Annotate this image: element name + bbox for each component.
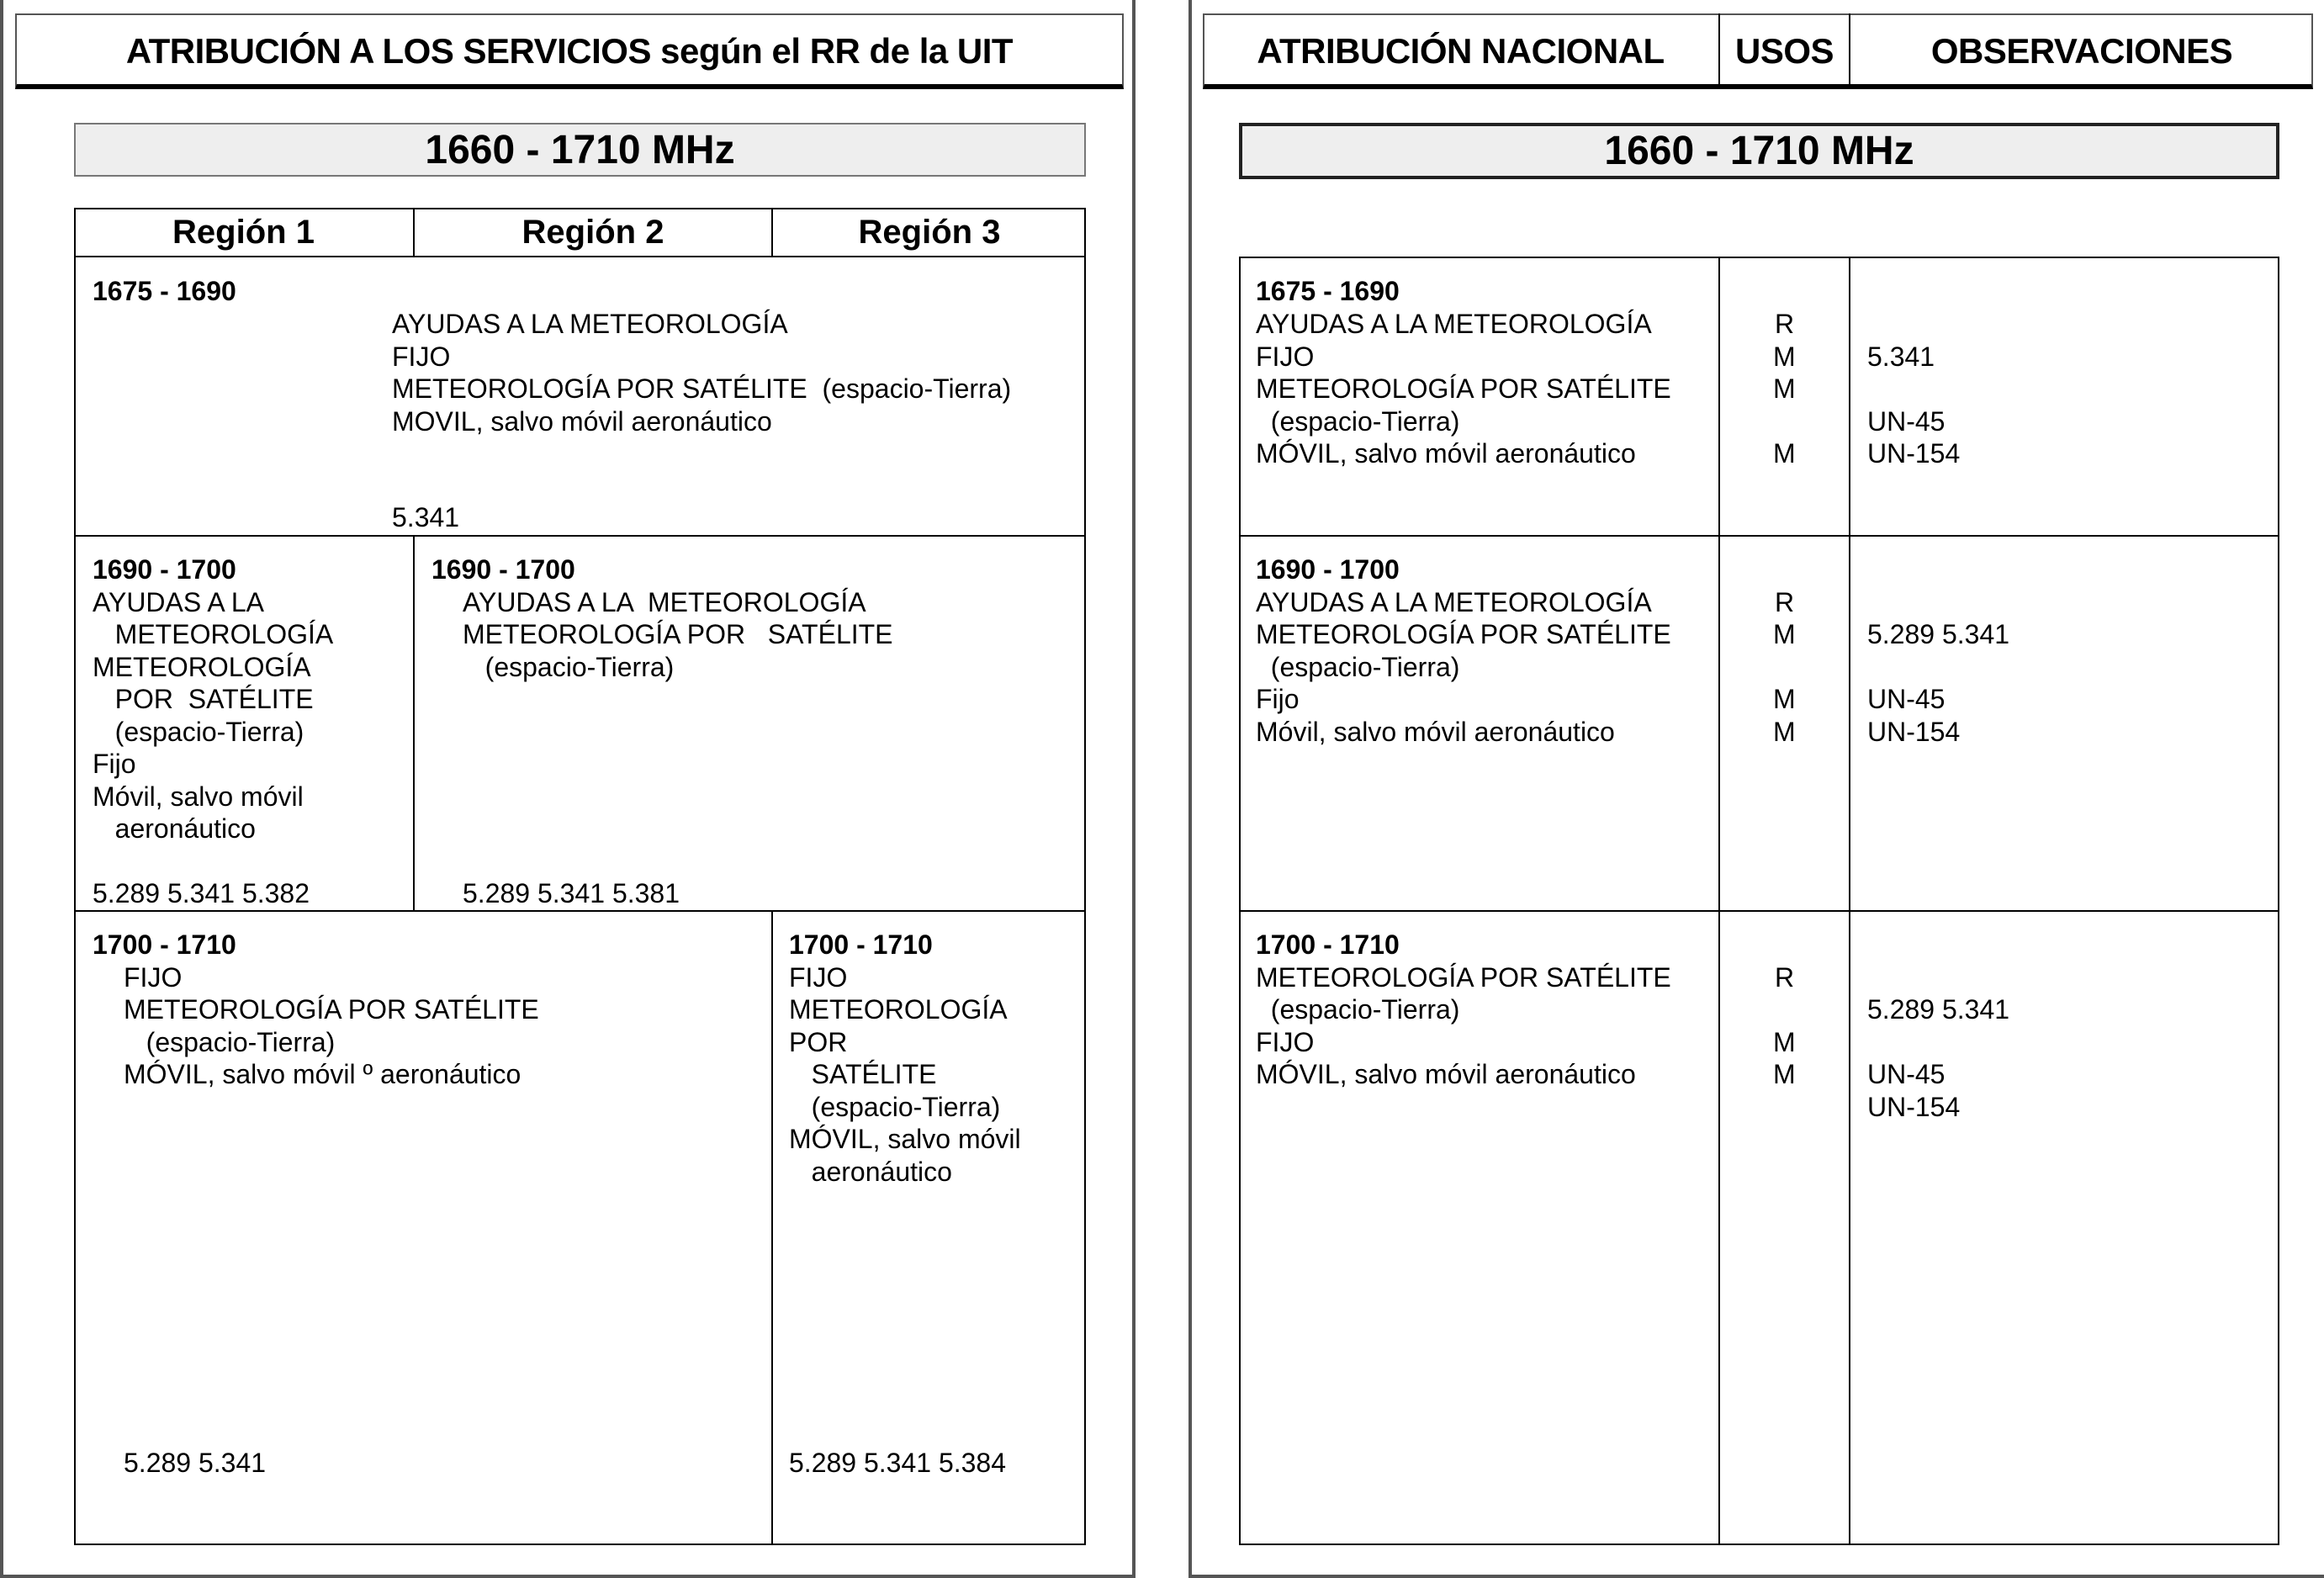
- right-band-title: 1660 - 1710 MHz: [1239, 123, 2279, 179]
- b3r3-service: METEOROLOGÍA: [789, 994, 1008, 1025]
- b3r12-footnote: 5.289 5.341: [124, 1448, 267, 1478]
- b3r12-service: (espacio-Tierra): [124, 1027, 336, 1057]
- nat-row2-uso: R: [1775, 587, 1795, 617]
- nat-row2-obs: UN-45: [1867, 684, 1945, 714]
- nat-row1-obs: UN-154: [1867, 438, 1961, 469]
- b2r1-range: 1690 - 1700: [93, 554, 236, 585]
- nat-row2-uso: M: [1773, 717, 1796, 747]
- b1-range: 1675 - 1690: [93, 276, 236, 306]
- nat-row3-service: METEOROLOGÍA POR SATÉLITE: [1256, 962, 1671, 993]
- b2r23-service: (espacio-Tierra): [463, 652, 675, 682]
- b3r3-range: 1700 - 1710: [789, 929, 933, 960]
- nat-row2-uso: M: [1773, 684, 1796, 714]
- nat-row1-service: MÓVIL, salvo móvil aeronáutico: [1256, 438, 1636, 469]
- nat-row3-uso: M: [1773, 1027, 1796, 1057]
- b2r23-service: AYUDAS A LA METEOROLOGÍA: [463, 587, 866, 617]
- b1-service: AYUDAS A LA METEOROLOGÍA: [392, 309, 788, 339]
- nat-row2-obs: 5.289 5.341: [1867, 619, 2010, 649]
- b2r23-range: 1690 - 1700: [431, 554, 575, 585]
- nat-row1-service: FIJO: [1256, 342, 1315, 372]
- header-observaciones: OBSERVACIONES: [1930, 31, 2233, 71]
- nat-row2-service: (espacio-Tierra): [1256, 652, 1460, 682]
- nat-row1-uso: M: [1773, 438, 1796, 469]
- b2r23-service: METEOROLOGÍA POR SATÉLITE: [463, 619, 893, 649]
- b2r1-service: METEOROLOGÍA: [93, 619, 334, 649]
- nat-row2-service: AYUDAS A LA METEOROLOGÍA: [1256, 587, 1652, 617]
- b3r12-range: 1700 - 1710: [93, 929, 236, 960]
- b3r3-service: SATÉLITE: [789, 1059, 937, 1089]
- nat-row2-range: 1690 - 1700: [1256, 554, 1400, 585]
- b3r3-service: POR: [789, 1027, 848, 1057]
- nat-row3-service: MÓVIL, salvo móvil aeronáutico: [1256, 1059, 1636, 1089]
- nat-row2-obs: UN-154: [1867, 717, 1961, 747]
- nat-row2-uso: M: [1773, 619, 1796, 649]
- nat-row1-uso: M: [1773, 373, 1796, 404]
- b2r1-service: Fijo: [93, 749, 136, 779]
- b1-service: FIJO: [392, 342, 451, 372]
- nat-row1-obs: 5.341: [1867, 342, 1935, 372]
- nat-row3-obs: 5.289 5.341: [1867, 994, 2010, 1025]
- b2r23-footnote: 5.289 5.341 5.381: [463, 878, 680, 908]
- b3r3-footnote: 5.289 5.341 5.384: [789, 1448, 1007, 1478]
- b2r1-service: (espacio-Tierra): [93, 717, 304, 747]
- b3r12-service: METEOROLOGÍA POR SATÉLITE: [124, 994, 539, 1025]
- nat-row2-service: Fijo: [1256, 684, 1300, 714]
- nat-row1-service: AYUDAS A LA METEOROLOGÍA: [1256, 309, 1652, 339]
- b2r1-service: AYUDAS A LA: [93, 587, 264, 617]
- b1-service: METEOROLOGÍA POR SATÉLITE (espacio-Tierra): [392, 373, 1012, 404]
- nat-row3-obs: UN-45: [1867, 1059, 1945, 1089]
- b3r12-service: FIJO: [124, 962, 183, 993]
- b3r12-service: MÓVIL, salvo móvil º aeronáutico: [124, 1059, 521, 1089]
- left-header-title: ATRIBUCIÓN A LOS SERVICIOS según el RR de la UIT: [125, 31, 1014, 71]
- nat-row3-obs: UN-154: [1867, 1092, 1961, 1122]
- nat-row1-range: 1675 - 1690: [1256, 276, 1400, 306]
- nat-row3-uso: M: [1773, 1059, 1796, 1089]
- b1-service: MOVIL, salvo móvil aeronáutico: [392, 406, 772, 437]
- nat-row1-service: (espacio-Tierra): [1256, 406, 1460, 437]
- b3r3-service: FIJO: [789, 962, 848, 993]
- left-band-title: 1660 - 1710 MHz: [74, 123, 1086, 177]
- nat-row1-service: METEOROLOGÍA POR SATÉLITE: [1256, 373, 1671, 404]
- b2r1-service: POR SATÉLITE: [93, 684, 314, 714]
- nat-row1-obs: UN-45: [1867, 406, 1945, 437]
- b1-footnote: 5.341: [392, 502, 460, 532]
- region-2-header: Región 2: [521, 213, 664, 251]
- b3r3-service: aeronáutico: [789, 1157, 952, 1187]
- nat-row3-service: (espacio-Tierra): [1256, 994, 1460, 1025]
- nat-row3-uso: R: [1775, 962, 1795, 993]
- b2r1-service: METEOROLOGÍA: [93, 652, 311, 682]
- nat-row1-uso: M: [1773, 342, 1796, 372]
- b2r1-service: Móvil, salvo móvil: [93, 781, 304, 812]
- region-1-header: Región 1: [172, 213, 315, 251]
- b2r1-service: aeronáutico: [93, 813, 256, 844]
- nat-row2-service: Móvil, salvo móvil aeronáutico: [1256, 717, 1615, 747]
- region-3-header: Región 3: [858, 213, 1001, 251]
- b2r1-footnote: 5.289 5.341 5.382: [93, 878, 310, 908]
- header-atribucion-nacional: ATRIBUCIÓN NACIONAL: [1257, 31, 1665, 71]
- nat-row3-range: 1700 - 1710: [1256, 929, 1400, 960]
- nat-row3-service: FIJO: [1256, 1027, 1315, 1057]
- nat-row1-uso: R: [1775, 309, 1795, 339]
- nat-row2-service: METEOROLOGÍA POR SATÉLITE: [1256, 619, 1671, 649]
- b3r3-service: (espacio-Tierra): [789, 1092, 1001, 1122]
- b3r3-service: MÓVIL, salvo móvil: [789, 1124, 1021, 1154]
- header-usos: USOS: [1734, 31, 1834, 71]
